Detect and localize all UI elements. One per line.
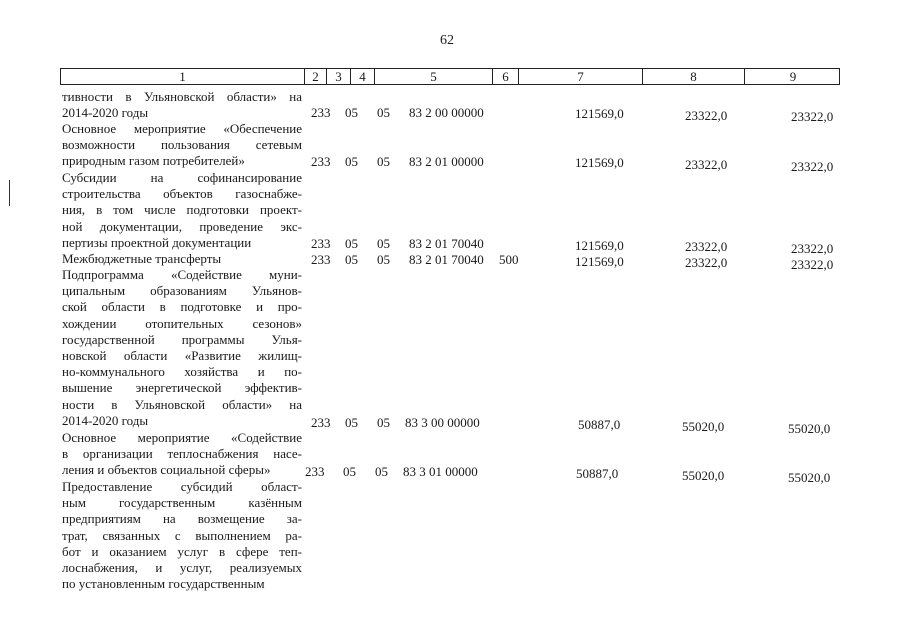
cell-amount-col7: 50887,0	[576, 466, 619, 481]
cell-admin-code: 233	[311, 252, 331, 267]
description-line: ципальным образованиям Ульянов-	[62, 283, 302, 299]
cell-amount-col7: 50887,0	[578, 417, 621, 432]
cell-amount-col9: 55020,0	[788, 470, 831, 485]
description-line: лоснабжения, и услуг, реализуемых	[62, 560, 302, 576]
cell-subsection: 05	[377, 415, 390, 430]
cell-section: 05	[345, 236, 358, 251]
description-block	[62, 251, 302, 267]
cell-amount-col7: 121569,0	[575, 238, 624, 253]
description-line: Предоставление субсидий област-	[62, 479, 302, 494]
cell-section: 05	[345, 415, 358, 430]
cell-admin-code: 233	[311, 236, 331, 251]
cell-amount-col7: 121569,0	[575, 155, 624, 170]
cell-amount-col8: 55020,0	[682, 468, 725, 483]
cell-section: 05	[343, 464, 356, 479]
cell-amount-col8: 55020,0	[682, 419, 725, 434]
description-line: бот и оказанием услуг в сфере теп-	[62, 543, 302, 559]
cell-target-article: 83 2 01 00000	[409, 154, 484, 169]
description-line: ния, в том числе подготовки проект-	[62, 202, 302, 218]
cell-target-article: 83 3 00 00000	[405, 415, 480, 430]
description-line: в организации теплоснабжения насе-	[62, 446, 302, 462]
description-line: ности в Ульяновской области» на	[62, 396, 302, 412]
description-line: государственной программы Улья-	[62, 331, 302, 347]
table-header	[60, 68, 840, 85]
description-line: Основное мероприятие «Обеспечение	[62, 121, 302, 136]
cell-amount-col8: 23322,0	[685, 157, 728, 172]
cell-amount-col9: 23322,0	[791, 241, 834, 256]
cell-amount-col9: 23322,0	[791, 109, 834, 124]
cell-subsection: 05	[377, 105, 390, 120]
description-block	[62, 170, 302, 251]
description-line: Субсидии на софинансирование	[62, 170, 302, 185]
description-line: пертизы проектной документации	[62, 234, 252, 250]
cell-amount-col8: 23322,0	[685, 255, 728, 270]
cell-amount-col8: 23322,0	[685, 239, 728, 254]
description-line: но-коммунального хозяйства и по-	[62, 364, 302, 380]
cell-admin-code: 233	[305, 464, 325, 479]
description-line: Основное мероприятие «Содействие	[62, 430, 302, 445]
cell-amount-col9: 23322,0	[791, 159, 834, 174]
description-line: строительства объектов газоснабже-	[62, 186, 302, 202]
description-line: Межбюджетные трансферты	[62, 251, 222, 266]
cell-subsection: 05	[377, 252, 390, 267]
cell-section: 05	[345, 252, 358, 267]
description-block	[62, 121, 302, 170]
description-line: 2014-2020 годы	[62, 412, 149, 428]
header-col-4: 4	[351, 69, 375, 84]
cell-amount-col7: 121569,0	[575, 106, 624, 121]
description-line: трат, связанных с выполнением ра-	[62, 527, 302, 543]
cell-amount-col7: 121569,0	[575, 254, 624, 269]
cell-admin-code: 233	[311, 105, 331, 120]
cell-amount-col9: 23322,0	[791, 257, 834, 272]
header-col-9: 9	[789, 69, 797, 84]
description-line: природным газом потребителей»	[62, 153, 245, 169]
header-col-2: 2	[305, 69, 327, 84]
cell-amount-col9: 55020,0	[788, 421, 831, 436]
description-block	[62, 430, 302, 479]
header-col-6: 6	[493, 69, 519, 84]
description-line: ской области в подготовке и про-	[62, 299, 302, 315]
cell-target-article: 83 2 00 00000	[409, 105, 484, 120]
description-line: ления и объектов социальной сферы»	[62, 462, 271, 478]
description-line: вышение энергетической эффектив-	[62, 380, 302, 396]
header-col-3: 3	[327, 69, 351, 84]
description-line: возможности пользования сетевым	[62, 137, 302, 153]
description-line: хождении отопительных сезонов»	[62, 315, 302, 331]
cell-target-article: 83 2 01 70040	[409, 252, 484, 267]
cell-expense-type: 500	[499, 252, 519, 267]
description-block	[62, 267, 302, 429]
description-line: ной документации, проведение экс-	[62, 218, 302, 234]
page-number: 62	[440, 33, 454, 48]
cell-admin-code: 233	[311, 154, 331, 169]
description-line: по установленным государственным	[62, 576, 265, 592]
description-line: ным государственным казённым	[62, 495, 302, 511]
description-line: 2014-2020 годы	[62, 105, 149, 121]
description-block	[62, 89, 302, 121]
cell-subsection: 05	[377, 236, 390, 251]
description-line: Подпрограмма «Содействие муни-	[62, 267, 302, 282]
cell-section: 05	[345, 154, 358, 169]
description-line: новской области «Развитие жилищ-	[62, 348, 302, 364]
cell-subsection: 05	[377, 154, 390, 169]
cell-target-article: 83 2 01 70040	[409, 236, 484, 251]
header-col-8: 8	[643, 69, 745, 84]
margin-rule	[9, 180, 10, 206]
cell-section: 05	[345, 105, 358, 120]
cell-amount-col8: 23322,0	[685, 108, 728, 123]
description-line: тивности в Ульяновской области» на	[62, 89, 302, 104]
header-col-5: 5	[375, 69, 493, 84]
header-col-1: 1	[61, 69, 305, 84]
cell-target-article: 83 3 01 00000	[403, 464, 478, 479]
description-block	[62, 479, 302, 592]
cell-admin-code: 233	[311, 415, 331, 430]
header-col-7: 7	[519, 69, 643, 84]
description-line: предприятиям на возмещение за-	[62, 511, 302, 527]
cell-subsection: 05	[375, 464, 388, 479]
